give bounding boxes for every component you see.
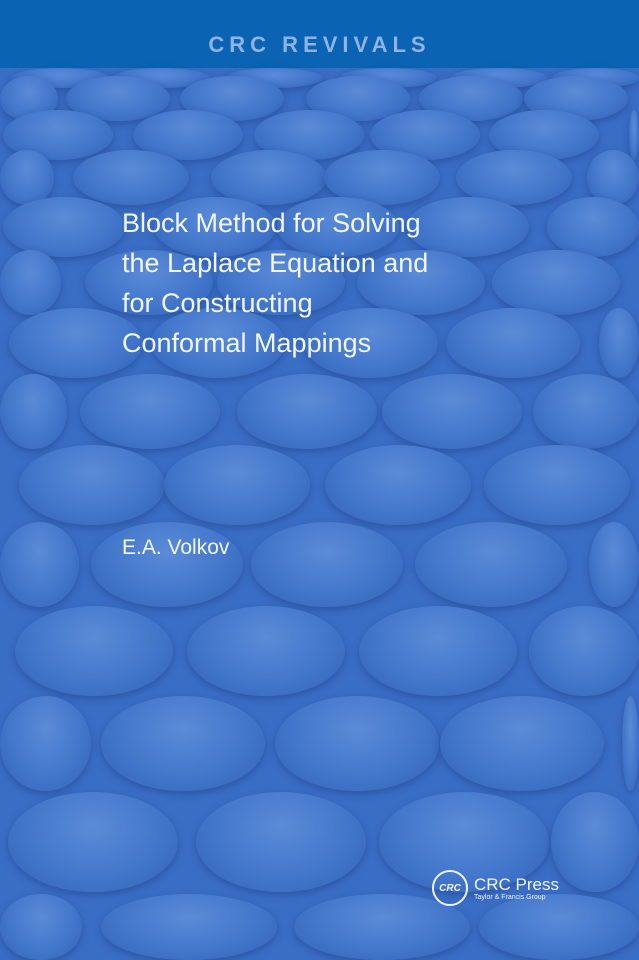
publisher-logo: [432, 870, 559, 906]
texture-cell: [0, 696, 91, 791]
texture-cell: [484, 445, 630, 525]
crc-logo-icon: CRC: [432, 870, 468, 906]
texture-cell: [629, 110, 639, 160]
texture-cell: [3, 197, 125, 257]
texture-cell: [15, 606, 173, 696]
texture-cell: [0, 150, 54, 205]
book-title: [122, 203, 428, 363]
texture-cell: [101, 894, 277, 960]
texture-cell: [196, 792, 366, 892]
author-name: E.A. Volkov: [122, 536, 230, 559]
texture-cell: [0, 250, 61, 315]
title-line: Block Method for Solving: [122, 208, 421, 238]
texture-cell: [440, 696, 604, 791]
series-banner: [0, 0, 639, 68]
texture-cell: [599, 308, 639, 378]
texture-cell: [589, 522, 639, 607]
title-line: for Constructing: [122, 288, 313, 318]
texture-cell: [164, 445, 310, 525]
series-label: CRC REVIVALS: [208, 32, 431, 57]
texture-cell: [359, 606, 517, 696]
texture-cell: [622, 696, 639, 791]
texture-cell: [101, 696, 265, 791]
title-line: Conformal Mappings: [122, 328, 372, 358]
texture-cell: [73, 150, 189, 205]
texture-cell: [492, 250, 620, 315]
texture-cell: [551, 792, 639, 892]
title-line: the Laplace Equation and: [122, 248, 429, 278]
texture-cell: [529, 606, 639, 696]
texture-cell: [547, 197, 639, 257]
texture-cell: [415, 522, 567, 607]
texture-cell: [0, 522, 79, 607]
texture-cell: [533, 374, 639, 449]
cover-texture: [0, 68, 639, 960]
texture-cell: [382, 374, 522, 449]
texture-cell: [237, 374, 377, 449]
texture-cell: [446, 308, 580, 378]
publisher-name: CRC Press: [474, 874, 560, 894]
texture-cell: [0, 374, 67, 449]
texture-cell: [19, 445, 165, 525]
texture-cell: [251, 522, 403, 607]
texture-cell: [275, 696, 439, 791]
texture-cell: [187, 606, 345, 696]
texture-cell: [8, 792, 178, 892]
publisher-tagline: Taylor & Francis Group: [474, 893, 546, 901]
texture-cell: [0, 894, 82, 960]
texture-cell: [325, 445, 471, 525]
texture-cell: [80, 374, 220, 449]
